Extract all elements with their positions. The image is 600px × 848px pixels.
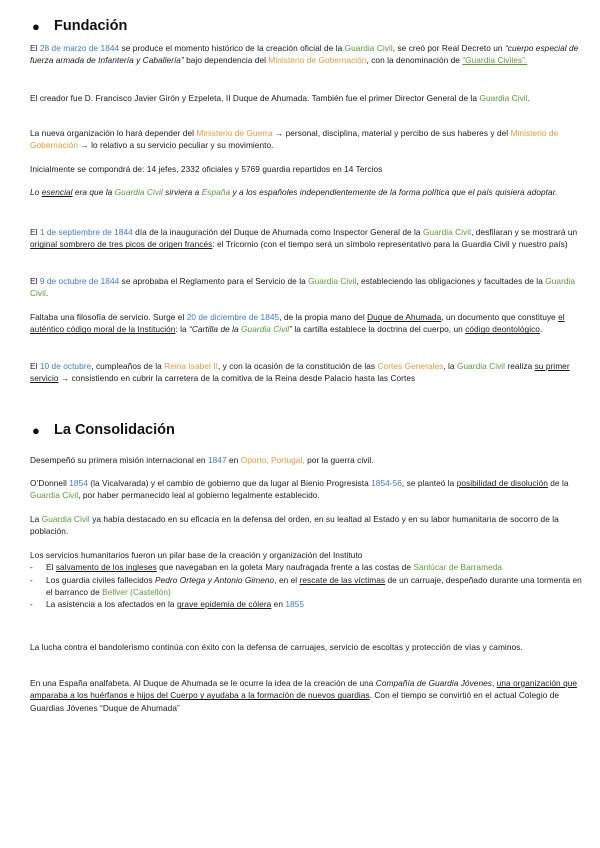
paragraph-primer-servicio: El 10 de octubre, cumpleaños de la Reina Isabel II, y con la ocasión de la constitución de las Cortes Generales, la Guardia Civil realiza su primer servicio → consistiendo en cubrir la carretera de la comitiva de la Reina desde Palacio hasta las Cortes: [30, 361, 570, 384]
paragraph-bandolerismo: La lucha contra el bandolerismo continúa con éxito con la defensa de carruajes, servicio de escoltas y protección de vías y caminos.: [30, 642, 523, 652]
paragraph-inauguracion: El 1 de septiembre de 1844 día de la inauguración del Duque de Ahumada como Inspector General de la Guardia Civil, desfilaran y se mostrará un original sombrero de tres picos de origen francés: el Tricornio (con el tiempo será un símbolo representativo para la Guardia Civil y nuestro país): [30, 227, 578, 250]
paragraph-servicios-humanitarios: [30, 549, 586, 610]
paragraph-reglamento: El 9 de octubre de 1844 se aprobaba el Reglamento para el Servicio de la Guardia Civil, estableciendo las obligaciones y facultades de la Guardia Civil.: [30, 276, 576, 299]
paragraph-creador: El creador fue D. Francisco Javier Girón y Ezpeleta, II Duque de Ahumada. También fue el primer Director General de la Guardia Civil.: [30, 93, 530, 103]
section-title: Fundación: [54, 18, 128, 34]
paragraph-guardia-jovenes: En una España analfabeta. Al Duque de Ahumada se le ocurre la idea de la creación de una Compañía de Guardia Jóvenes, una organización que amparaba a los huérfanos e hijos del Cuerpo y ayudaba a la formación de nuevos guardias. Con el tiempo se convirtió en el actual Colegio de Guardias Jóvenes “Duque de Ahumada”: [30, 678, 578, 713]
list-item: - La asistencia a los afectados en la grave epidemia de cólera en 1855: [30, 599, 305, 610]
bullet-icon: ●: [32, 18, 40, 34]
list-item: - El salvamento de los ingleses que navegaban en la goleta Mary naufragada frente a las costas de Sanlúcar de Barrameda: [30, 562, 503, 573]
paragraph-composicion: Inicialmente se compondrá de: 14 jefes, 2332 oficiales y 5769 guardia repartidos en 14 Tercios: [30, 164, 383, 174]
paragraph-bienio: O’Donnell 1854 (la Vicalvarada) y el cambio de gobierno que da lugar al Bienio Progresista 1854-56, se planteó la posibilidad de disolución de la Guardia Civil, por haber permanecido leal al gobierno legalmente establecido.: [30, 478, 569, 501]
section-heading-fundacion: [32, 18, 127, 34]
section-title: La Consolidación: [54, 422, 175, 438]
list-item: - Los guardia civiles fallecidos Pedro Ortega y Antonio Gimeno, en el rescate de las víctimas de un carruaje, despeñado durante una tormenta en el barranco de Bellver (Castellón): [30, 574, 582, 597]
paragraph-mision-internacional: Desempeñó su primera misión internacional en 1847 en Oporto, Portugal, por la guerra civil.: [30, 455, 374, 465]
list-intro: Los servicios humanitarios fueron un pilar base de la creación y organización del Instituto: [30, 550, 363, 560]
paragraph-eficacia: La Guardia Civil ya había destacado en su eficacia en la defensa del orden, en su lealtad al Estado y en su labor humanitaria de socorro de la población.: [30, 514, 559, 537]
paragraph-esencial: Lo esencial era que la Guardia Civil sirviera a España y a los españoles independientemente de la forma política que el país quisiera adoptar.: [30, 187, 558, 197]
bullet-icon: ●: [32, 422, 40, 438]
paragraph-cartilla: Faltaba una filosofía de servicio. Surge el 20 de diciembre de 1845, de la propia mano del Duque de Ahumada, un documento que constituye el auténtico código moral de la Institución: la “Cartilla de la Guardia Civil” la cartilla establece la doctrina del cuerpo, un código deontológico.: [30, 312, 565, 335]
paragraph-creacion: El 28 de marzo de 1844 se produce el momento histórico de la creación oficial de la Guardia Civil, se creó por Real Decreto un “cuerpo especial de fuerza armada de Infantería y Caballería” bajo dependencia del Ministerio de Gobernación, con la denominación de “Guardia Civiles”.: [30, 43, 579, 66]
section-heading-consolidacion: [32, 422, 175, 438]
paragraph-organizacion: La nueva organización lo hará depender del Ministerio de Guerra → personal, disciplina, material y percibo de sus haberes y del Ministerio de Gobernación → lo relativo a su servicio peculiar y su movimiento.: [30, 128, 559, 151]
